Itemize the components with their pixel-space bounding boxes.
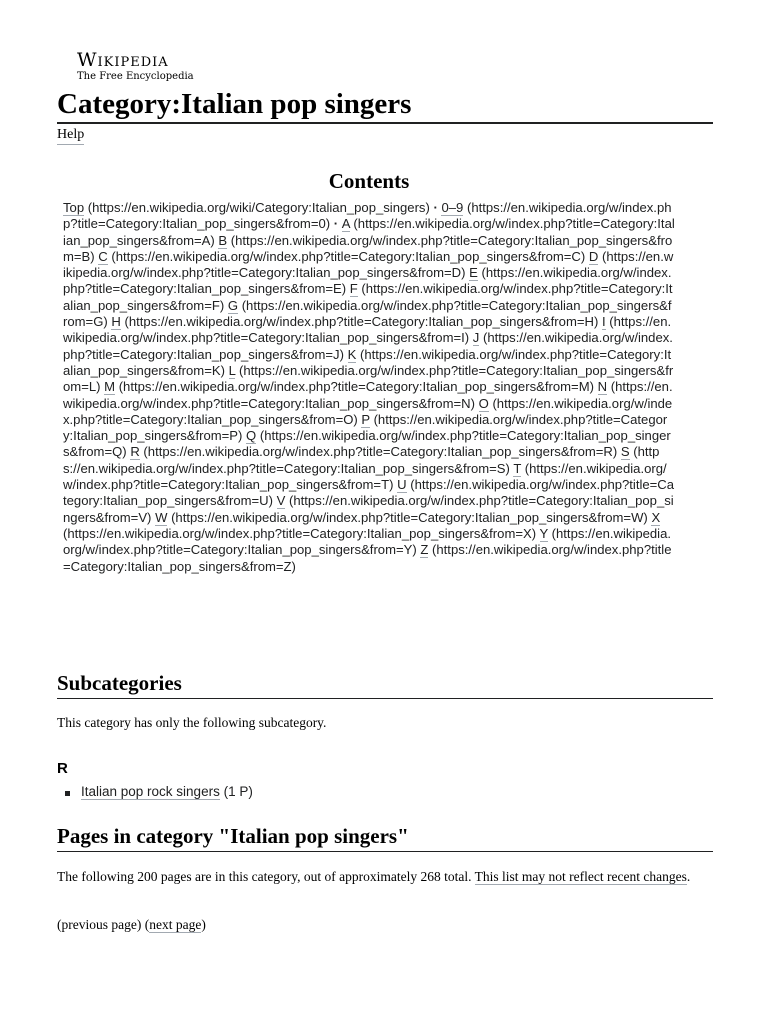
toc-link[interactable]: L [228, 362, 236, 378]
toc-link[interactable]: R [130, 444, 140, 460]
pages-heading: Pages in category "Italian pop singers" [57, 822, 713, 852]
toc-link-url: (https://en.wikipedia.org/w/index.php?title=Category:Italian_pop_singers&from=F) [63, 281, 673, 313]
toc-link-url: (https://en.wikipedia.org/wiki/Category:Italian_pop_singers) [87, 200, 430, 215]
toc-link-url: (https://en.wikipedia.org/w/index.php?title=Category:Italian_pop_singers&from=Y) [63, 525, 672, 558]
toc-link[interactable]: B [218, 232, 228, 248]
subcategories-intro: This category has only the following subcategory. [57, 715, 327, 730]
toc-link[interactable]: U [397, 477, 407, 493]
toc-link-url: (https://en.wikipedia.org/w/index.php?title=Category:Italian_pop_singers&from=S) [63, 444, 660, 476]
toc-link[interactable]: T [513, 460, 522, 476]
subcategory-link[interactable]: Italian pop rock singers [81, 784, 220, 799]
subcategory-item [57, 782, 253, 802]
toc-link[interactable]: D [588, 248, 599, 264]
subcategories-heading: Subcategories [57, 669, 713, 699]
help-link[interactable]: Help [57, 126, 84, 145]
toc-link[interactable]: I [601, 314, 606, 330]
toc-link[interactable]: C [98, 248, 108, 264]
wikipedia-logo[interactable] [77, 50, 217, 83]
toc-link[interactable]: S [620, 444, 630, 460]
previous-page-label: (previous page) [57, 917, 142, 932]
toc-link-url: (https://en.wikipedia.org/w/index.php?title=Category:Italian_pop_singers&from=M) [118, 379, 594, 395]
toc-link-url: (https://en.wikipedia.org/w/index.php?title=Category:Italian_pop_singers&from=Z) [63, 542, 672, 574]
toc-link[interactable]: O [478, 395, 489, 411]
contents-heading: Contents [328, 169, 410, 193]
toc-link[interactable]: F [349, 281, 358, 297]
toc-link[interactable]: Y [539, 525, 549, 541]
toc-link-url: (https://en.wikipedia.org/w/index.php?title=Category:Italian_pop_singers&from=R) [143, 444, 618, 460]
toc-link-url: (https://en.wikipedia.org/w/index.php?title=Category:Italian_pop_singers&from=X) [63, 525, 537, 541]
pages-intro [57, 868, 713, 885]
toc-link-url: (https://en.wikipedia.org/w/index.php?title=Category:Italian_pop_singers&from=H) [124, 314, 599, 330]
toc-link[interactable]: 0–9 [441, 200, 464, 215]
toc-link-url: (https://en.wikipedia.org/w/index.php?title=Category:Italian_pop_singers&from=E) [63, 265, 672, 297]
bullet-icon [65, 791, 70, 796]
next-page-close: ) [201, 917, 206, 932]
toc-link[interactable]: V [276, 493, 286, 509]
toc-link[interactable]: G [227, 297, 239, 313]
toc-link-url: (https://en.wikipedia.org/w/index.php?title=Category:Italian_pop_singers&from=N) [63, 379, 673, 411]
toc-link[interactable]: X [651, 509, 661, 525]
toc-link-url: (https://en.wikipedia.org/w/index.php?title=Category:Italian_pop_singers&from=B) [63, 232, 673, 264]
toc-link-url: (https://en.wikipedia.org/w/index.php?title=Category:Italian_pop_singers&from=U) [63, 477, 675, 509]
toc-link[interactable]: J [472, 330, 480, 346]
pages-intro-text: The following 200 pages are in this category, out of approximately 268 total. [57, 869, 475, 884]
subcategory-list [57, 782, 253, 802]
recent-changes-link[interactable]: This list may not reflect recent changes [474, 869, 687, 884]
pagination [57, 916, 713, 933]
toc-link[interactable]: H [111, 314, 121, 330]
toc-link[interactable]: Top [63, 200, 85, 215]
toc-link-url: (https://en.wikipedia.org/w/index.php?title=Category:Italian_pop_singers&from=O) [63, 395, 673, 427]
toc-link[interactable]: Q [246, 428, 257, 444]
toc-link-url: (https://en.wikipedia.org/w/index.php?title=Category:Italian_pop_singers&from=P) [63, 411, 668, 444]
toc-link[interactable]: W [155, 509, 168, 525]
subcategory-group-letter: R [57, 760, 68, 777]
table-of-contents [63, 200, 675, 575]
toc-link-url: (https://en.wikipedia.org/w/index.php?title=Category:Italian_pop_singers&from=0) [63, 200, 672, 232]
next-page-open: ( [144, 917, 150, 932]
pages-intro-end: . [686, 869, 691, 884]
toc-link-url: (https://en.wikipedia.org/w/index.php?title=Category:Italian_pop_singers&from=W) [171, 509, 648, 525]
subcategory-count: (1 P) [223, 784, 253, 799]
toc-link[interactable]: M [104, 379, 116, 395]
toc-link-url: (https://en.wikipedia.org/w/index.php?title=Category:Italian_pop_singers&from=Q) [63, 428, 671, 460]
toc-link-url: (https://en.wikipedia.org/w/index.php?title=Category:Italian_pop_singers&from=C) [111, 248, 586, 264]
toc-link[interactable]: Z [420, 542, 429, 558]
toc-link[interactable]: P [361, 411, 370, 427]
toc-separator: · [330, 216, 342, 232]
toc-link-url: (https://en.wikipedia.org/w/index.php?title=Category:Italian_pop_singers&from=I) [63, 314, 672, 346]
toc-link-url: (https://en.wikipedia.org/w/index.php?title=Category:Italian_pop_singers&from=D) [63, 248, 674, 281]
toc-link-url: (https://en.wikipedia.org/w/index.php?title=Category:Italian_pop_singers&from=A) [63, 216, 675, 248]
toc-link[interactable]: E [469, 265, 478, 281]
toc-link[interactable]: K [347, 346, 357, 362]
toc-link-url: (https://en.wikipedia.org/w/index.php?title=Category:Italian_pop_singers&from=J) [63, 330, 673, 362]
next-page-link[interactable]: next page [149, 917, 202, 932]
toc-link-url: (https://en.wikipedia.org/w/index.php?title=Category:Italian_pop_singers&from=G) [63, 297, 672, 330]
toc-link-url: (https://en.wikipedia.org/w/index.php?title=Category:Italian_pop_singers&from=K) [63, 346, 672, 378]
logo-tagline: The Free Encyclopedia [77, 71, 194, 82]
toc-link[interactable]: A [341, 216, 350, 232]
toc-link-url: (https://en.wikipedia.org/w/index.php?title=Category:Italian_pop_singers&from=L) [63, 362, 674, 395]
toc-link-url: (https://en.wikipedia.org/w/index.php?title=Category:Italian_pop_singers&from=V) [63, 493, 674, 525]
page-title: Category:Italian pop singers [57, 86, 713, 124]
logo-wordmark: Wikipedia [77, 49, 169, 71]
toc-link[interactable]: N [597, 379, 608, 395]
toc-link-url: (https://en.wikipedia.org/w/index.php?title=Category:Italian_pop_singers&from=T) [63, 460, 667, 493]
toc-separator: · [429, 200, 442, 215]
